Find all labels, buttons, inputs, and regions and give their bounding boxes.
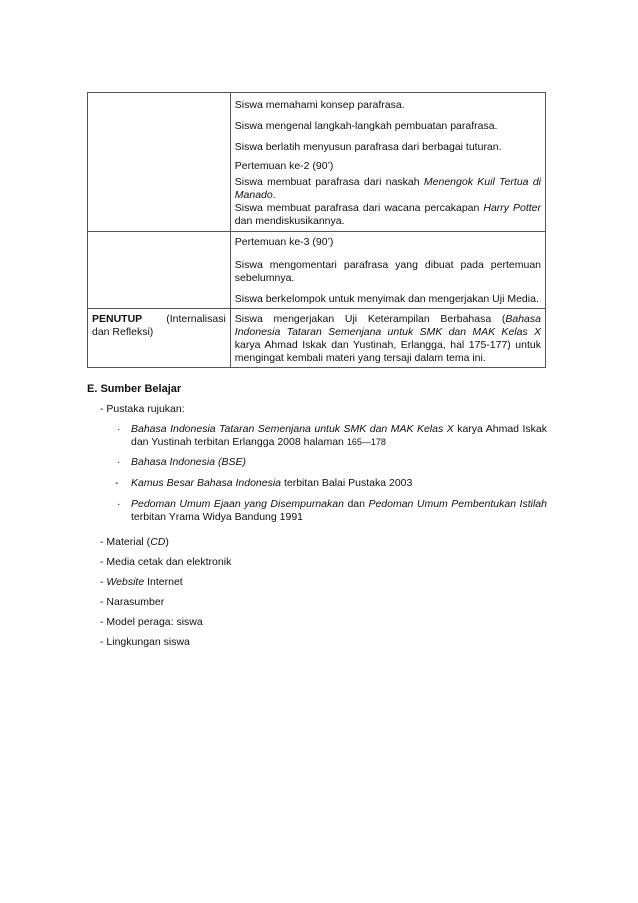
source-narasumber: - Narasumber: [100, 596, 165, 608]
activity-table: [87, 92, 546, 368]
sumber-belajar-section: [87, 383, 547, 649]
table-cell-empty: [88, 232, 231, 309]
section-heading: E. Sumber Belajar: [87, 383, 182, 395]
source-media: - Media cetak dan elektronik: [100, 556, 232, 568]
pustaka-label: - Pustaka rujukan:: [100, 403, 185, 415]
penutup-label: PENUTUP: [92, 313, 143, 325]
table-cell-empty: [88, 93, 231, 232]
table-cell-activities: [230, 93, 545, 232]
reference-item: · Bahasa Indonesia Tataran Semenjana untuk SMK dan MAK Kelas X karya Ahmad Iskak dan Yustinah terbitan Erlangga 2008 halaman 165—178: [117, 423, 547, 448]
activity-line: Siswa mengenal langkah-langkah pembuatan parafrasa.: [234, 120, 498, 132]
meeting-3-activity: Siswa berkelompok untuk menyimak dan mengerjakan Uji Media.: [234, 293, 539, 305]
activity-line: Siswa memahami konsep parafrasa.: [234, 99, 405, 111]
penutup-label-2: dan Refleksi): [92, 326, 154, 338]
meeting-3-activity: Siswa mengomentari parafrasa yang dibuat pada pertemuan sebelumnya.: [234, 259, 541, 284]
activity-line: Siswa berlatih menyusun parafrasa dari berbagai tuturan.: [234, 141, 502, 153]
reference-item: - Kamus Besar Bahasa Indonesia terbitan Balai Pustaka 2003: [115, 477, 413, 489]
meeting-2-activities: Siswa membuat parafrasa dari naskah Menengok Kuil Tertua di Manado. Siswa membuat parafrasa dari wacana percakapan Harry Potter dan mendiskusikannya.: [234, 176, 542, 227]
meeting-2-title: Pertemuan ke-2 (90’): [234, 160, 334, 172]
table-cell-meeting-3: [230, 232, 545, 309]
penutup-text: Siswa mengerjakan Uji Keterampilan Berbahasa (Bahasa Indonesia Tataran Semenjana untuk SMK dan MAK Kelas X karya Ahmad Iskak dan Yustinah, Erlangga, hal 175-177) untuk mengingat kembali materi yang tersaji dalam tema ini.: [234, 313, 541, 364]
reference-item: · Pedoman Umum Ejaan yang Disempurnakan dan Pedoman Umum Pembentukan Istilah terbitan Yrama Widya Bandung 1991: [117, 498, 547, 523]
source-model: - Model peraga: siswa: [100, 616, 203, 628]
penutup-label-cell: [88, 309, 231, 368]
reference-item: · Bahasa Indonesia (BSE): [117, 456, 246, 468]
source-material: - Material (CD): [100, 536, 169, 548]
meeting-3-title: Pertemuan ke-3 (90’): [234, 236, 334, 248]
source-website: - Website Internet: [100, 576, 183, 588]
penutup-paren: (Internalisasi: [166, 313, 226, 325]
source-lingkungan: - Lingkungan siswa: [100, 636, 190, 648]
penutup-text-cell: [230, 309, 545, 368]
